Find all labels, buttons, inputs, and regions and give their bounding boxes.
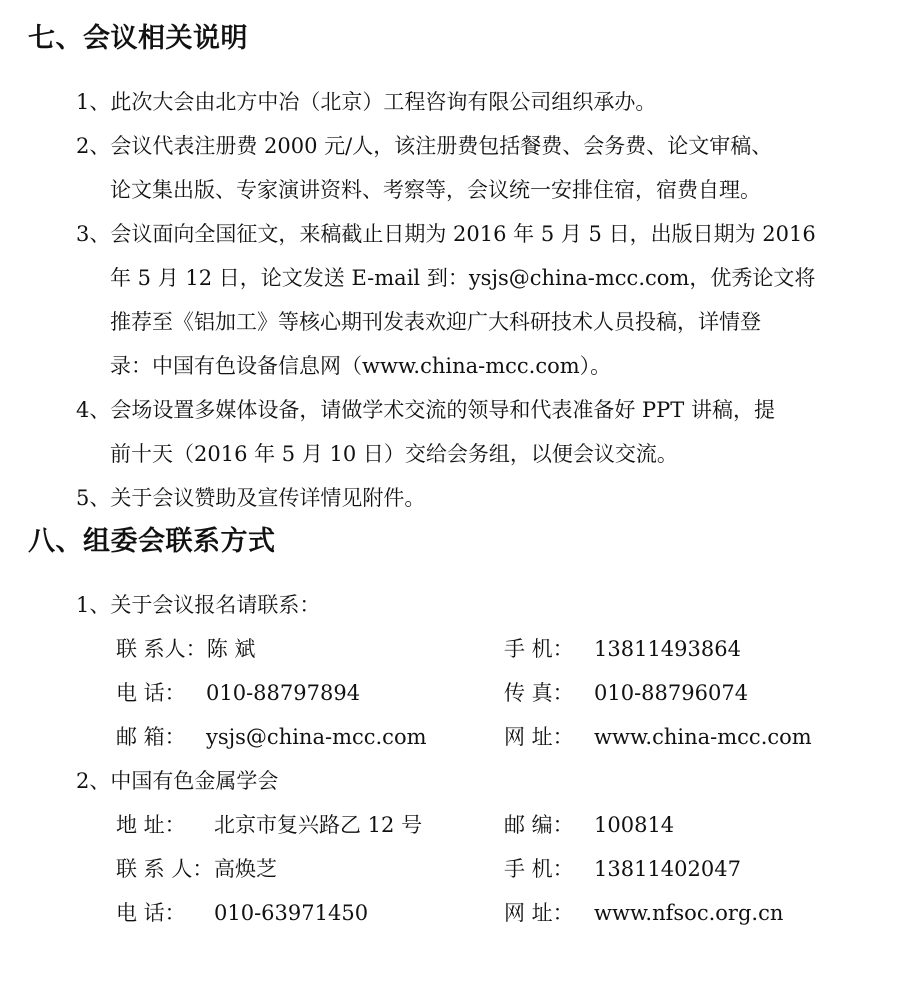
section-title-7: 七、会议相关说明	[28, 23, 248, 54]
group1-heading: 1、关于会议报名请联系：	[76, 593, 321, 617]
group2-contact-row-3	[116, 891, 876, 935]
group1-contact-right	[504, 627, 874, 671]
group2-contact-left	[116, 803, 501, 847]
section7-item-3-line-3: 推荐至《铝加工》等核心期刊发表欢迎广大科研技术人员投稿，详情登	[110, 310, 761, 334]
contact-value: www.china-mcc.com	[594, 725, 812, 749]
group2-contact-left	[116, 847, 501, 891]
contact-label: 手 机：	[504, 857, 574, 881]
group1-contact-row-3	[116, 715, 876, 759]
contact-value: 13811402047	[594, 857, 741, 881]
contact-label: 地 址：	[116, 813, 186, 837]
group1-contact-row-2	[116, 671, 876, 715]
contact-label: 网 址：	[504, 901, 574, 925]
section7-item-3-line-1: 3、会议面向全国征文，来稿截止日期为 2016 年 5 月 5 日，出版日期为 2016	[76, 222, 816, 246]
contact-label: 联 系 人：	[116, 857, 214, 881]
group2-heading: 2、中国有色金属学会	[76, 769, 279, 793]
contact-value: 高焕芝	[214, 857, 277, 881]
section7-item-3-line-2: 年 5 月 12 日，论文发送 E-mail 到：ysjs@china-mcc.com，优秀论文将	[110, 266, 816, 290]
section7-item-4-line-2: 前十天（2016 年 5 月 10 日）交给会务组，以便会议交流。	[110, 442, 678, 466]
contact-value: 010-88796074	[594, 681, 749, 705]
contact-value: 010-88797894	[206, 681, 361, 705]
section-title-8: 八、组委会联系方式	[28, 526, 276, 557]
section7-item-1: 1、此次大会由北方中冶（北京）工程咨询有限公司组织承办。	[76, 90, 657, 114]
contact-label: 电 话：	[116, 901, 186, 925]
group2-contact-right	[504, 847, 874, 891]
group1-contact-left	[116, 627, 501, 671]
contact-label: 传 真：	[504, 681, 574, 705]
contact-label: 电 话：	[116, 681, 186, 705]
group2-contact-right	[504, 803, 874, 847]
section7-item-4-line-1: 4、会场设置多媒体设备，请做学术交流的领导和代表准备好 PPT 讲稿，提	[76, 398, 775, 422]
section7-item-2-line-2: 论文集出版、专家演讲资料、考察等，会议统一安排住宿，宿费自理。	[110, 178, 761, 202]
contact-label: 手 机：	[504, 637, 574, 661]
section7-item-3-line-4: 录：中国有色设备信息网（www.china-mcc.com）。	[110, 354, 612, 378]
group2-contact-left	[116, 891, 501, 935]
section7-item-5: 5、关于会议赞助及宣传详情见附件。	[76, 486, 426, 510]
contact-value: ysjs@china-mcc.com	[206, 725, 427, 749]
group1-contact-right	[504, 671, 874, 715]
contact-value: 100814	[594, 813, 675, 837]
group1-contact-row-1	[116, 627, 876, 671]
group1-contact-left	[116, 715, 501, 759]
contact-value: 010-63971450	[214, 901, 369, 925]
group1-contact-right	[504, 715, 874, 759]
group2-contact-right	[504, 891, 874, 935]
contact-value: 13811493864	[594, 637, 741, 661]
section7-item-2-line-1: 2、会议代表注册费 2000 元/人，该注册费包括餐费、会务费、论文审稿、	[76, 134, 773, 158]
group2-contact-row-2	[116, 847, 876, 891]
contact-label: 邮 箱：	[116, 725, 186, 749]
contact-label: 网 址：	[504, 725, 574, 749]
group1-contact-left	[116, 671, 501, 715]
contact-value: 陈 斌	[206, 637, 256, 661]
group2-contact-row-1	[116, 803, 876, 847]
contact-value: 北京市复兴路乙 12 号	[214, 813, 423, 837]
contact-label: 联 系人：	[116, 637, 207, 661]
contact-label: 邮 编：	[504, 813, 574, 837]
contact-value: www.nfsoc.org.cn	[594, 901, 784, 925]
